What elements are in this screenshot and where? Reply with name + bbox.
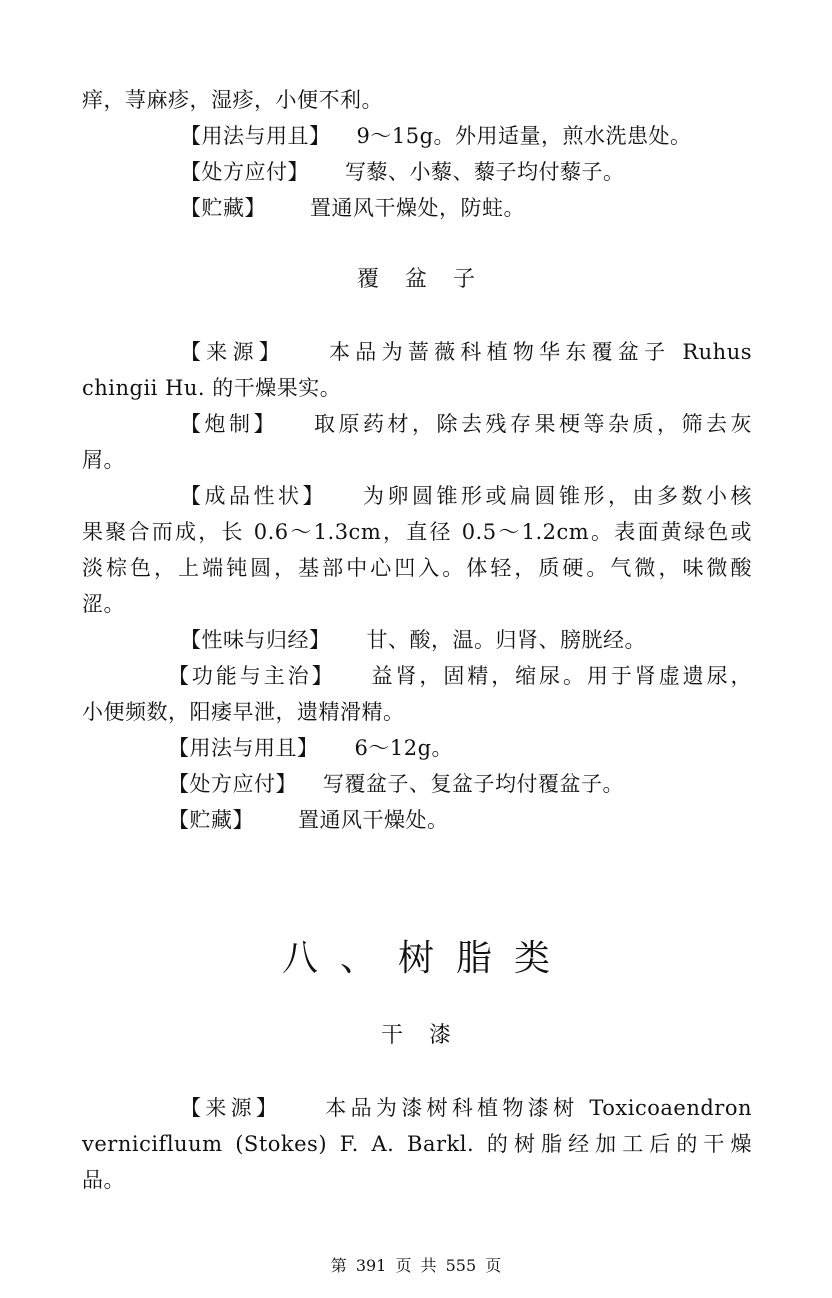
function-tag: 【功能与主治】 — [168, 664, 336, 688]
entry-title-fupenzi: 覆盆子 — [356, 267, 501, 292]
fupenzi-traits-line — [180, 478, 752, 514]
source-tag: 【来源】 — [180, 1096, 282, 1120]
fupenzi-source-line — [180, 334, 752, 370]
fupenzi-process-line-2: 屑。 — [82, 448, 125, 472]
usage-tag: 【用法与用且】 — [180, 124, 331, 148]
storage-tag: 【贮藏】 — [168, 808, 254, 832]
fupenzi-usage-line — [168, 730, 752, 766]
fupenzi-traits-line-4: 涩。 — [82, 592, 125, 616]
entry-title-ganqi: 干漆 — [380, 1023, 477, 1048]
storage-text: 置通风干燥处。 — [298, 808, 449, 832]
prev-text-line: 痒，荨麻疹，湿疹，小便不利。 — [82, 88, 383, 112]
process-tag: 【炮制】 — [180, 412, 278, 436]
usage-text: 9～15g。外用适量，煎水洗患处。 — [356, 124, 692, 148]
fupenzi-traits-line-2: 果聚合而成，长 0.6～1.3cm，直径 0.5～1.2cm。表面黄绿色或 — [82, 520, 752, 544]
fupenzi-source-line-2: chingii Hu. 的干燥果实。 — [82, 376, 342, 400]
prev-rx-line — [180, 154, 752, 190]
fupenzi-process-line — [180, 406, 752, 442]
page-footer: 第 391 页 共 555 页 — [330, 1256, 502, 1275]
fupenzi-traits-line-3: 淡棕色，上端钝圆，基部中心凹入。体轻，质硬。气微，味微酸 — [82, 556, 752, 580]
ganqi-source-line-2: vernicifluum (Stokes) F. A. Barkl. 的树脂经加工后的干燥 — [82, 1132, 752, 1156]
ganqi-source-line — [180, 1090, 752, 1126]
nature-text: 甘、酸，温。归肾、膀胱经。 — [366, 628, 646, 652]
nature-tag: 【性味与归经】 — [180, 628, 331, 652]
rx-text: 写覆盆子、复盆子均付覆盆子。 — [323, 772, 624, 796]
source-text: 本品为蔷薇科植物华东覆盆子 Ruhus — [329, 340, 753, 364]
usage-text: 6～12g。 — [354, 736, 454, 760]
rx-text: 写藜、小藜、藜子均付藜子。 — [345, 160, 625, 184]
prev-storage-line — [180, 190, 752, 226]
source-tag: 【来源】 — [180, 340, 286, 364]
storage-tag: 【贮藏】 — [180, 196, 266, 220]
fupenzi-function-line-2: 小便频数，阳痿早泄，遗精滑精。 — [82, 700, 405, 724]
ganqi-source-line-3: 品。 — [82, 1168, 125, 1192]
process-text: 取原药材，除去残存果梗等杂质，筛去灰 — [314, 412, 752, 436]
fupenzi-storage-line — [168, 802, 752, 838]
fupenzi-nature-line — [180, 622, 752, 658]
storage-text: 置通风干燥处，防蛀。 — [310, 196, 525, 220]
usage-tag: 【用法与用且】 — [168, 736, 319, 760]
rx-tag: 【处方应付】 — [168, 772, 297, 796]
fupenzi-rx-line — [168, 766, 752, 802]
prev-usage-line — [180, 118, 752, 154]
chapter-title: 八、树脂类 — [281, 938, 572, 979]
traits-tag: 【成品性状】 — [180, 484, 327, 508]
source-text: 本品为漆树科植物漆树 Toxicoaendron — [325, 1096, 753, 1120]
traits-text: 为卵圆锥形或扁圆锥形，由多数小核 — [363, 484, 752, 508]
function-text: 益肾，固精，缩尿。用于肾虚遗尿， — [371, 664, 753, 688]
fupenzi-function-line — [168, 658, 752, 694]
rx-tag: 【处方应付】 — [180, 160, 309, 184]
